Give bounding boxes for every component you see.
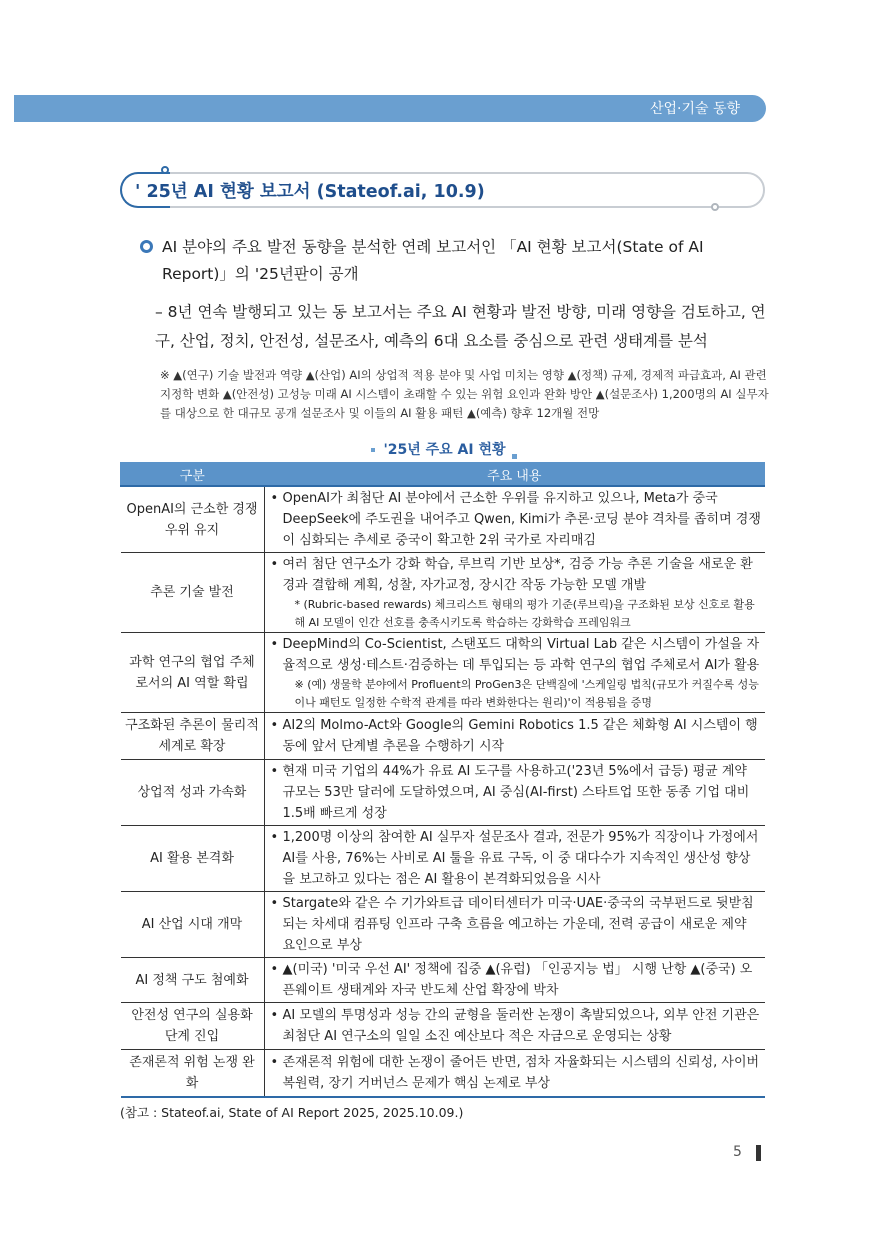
content-item-text: 여러 첨단 연구소가 강화 학습, 루브릭 기반 보상*, 검증 가능 추론 기술을 새로운 환경과 결합해 계획, 성찰, 자가교정, 장시간 작동 가능한 모델 개발 [282, 557, 753, 593]
row-category: 구조화된 추론이 물리적 세계로 확장 [121, 713, 265, 760]
bullet-dot-icon: • [270, 637, 279, 652]
table-row [121, 486, 765, 553]
square-bullet-icon [512, 454, 517, 459]
row-category: AI 정책 구도 첨예화 [121, 958, 265, 1003]
content-item [271, 554, 763, 596]
content-item-text: ▲(미국) '미국 우선 AI' 정책에 집중 ▲(유럽) 「인공지능 법」 시행 난항 ▲(중국) 오픈웨이트 생태계와 자국 반도체 산업 확장에 박차 [282, 962, 753, 998]
row-content [264, 760, 765, 826]
content-item-text: AI2의 Molmo-Act와 Google의 Gemini Robotics 1.5 같은 체화형 AI 시스템이 행동에 앞서 단계별 추론을 수행하기 시작 [282, 718, 758, 754]
content-item-text: 존재론적 위험에 대한 논쟁이 줄어든 반면, 점차 자율화되는 시스템의 신뢰성, 사이버 복원력, 장기 거버넌스 문제가 핵심 논제로 부상 [282, 1055, 760, 1091]
bullet-dot-icon: • [270, 557, 279, 572]
content-item-text: Stargate와 같은 수 기가와트급 데이터센터가 미국·UAE·중국의 국부펀드로 뒷받침되는 차세대 컴퓨팅 인프라 구축 흐름을 예고하는 가운데, 전력 공급이 새로운 제약 요인으로 부상 [282, 896, 754, 953]
table-row [121, 1003, 765, 1050]
content-item [271, 1052, 763, 1094]
content-item-text: 1,200명 이상의 참여한 AI 실무자 설문조사 결과, 전문가 95%가 직장이나 가정에서 AI를 사용, 76%는 사비로 AI 툴을 유료 구독, 이 중 대다수가 지속적인 생산성 향상을 보고하고 있다는 점은 AI 활용이 본격화되었음을 시사 [282, 830, 759, 887]
content-item-text: DeepMind의 Co-Scientist, 스탠포드 대학의 Virtual Lab 같은 시스템이 가설을 자율적으로 생성·테스트·검증하는 데 투입되는 등 과학 연구의 협업 주체로서 AI가 활용 [282, 637, 760, 673]
table-row [121, 553, 765, 633]
row-content [264, 1003, 765, 1050]
row-footnote: ※ (예) 생물학 분야에서 Profluent의 ProGen3은 단백질에 '스케일링 법칙(규모가 커질수록 성능이나 패턴도 일정한 수학적 관계를 따라 변화한다는 원리)'이 적용됨을 증명 [294, 678, 759, 709]
content-item-text: OpenAI가 최첨단 AI 분야에서 근소한 우위를 유지하고 있으나, Meta가 중국 DeepSeek에 주도권을 내어주고 Qwen, Kimi가 추론·코딩 분야 격차를 좁히며 경쟁이 심화되는 추세로 중국이 확고한 2위 국가로 자리매김 [282, 491, 761, 548]
intro-sub-text: – 8년 연속 발행되고 있는 동 보고서는 주요 AI 현황과 발전 방향, 미래 영향을 검토하고, 연구, 산업, 정치, 안전성, 설문조사, 예측의 6대 요소를 중심으로 관련 생태계를 분석 [155, 303, 766, 350]
section-label: 산업·기술 동향 [649, 101, 740, 117]
row-content [264, 892, 765, 958]
row-category: AI 활용 본격화 [121, 826, 265, 892]
bullet-dot-icon: • [270, 962, 279, 977]
title-dot-icon [161, 166, 169, 174]
row-category: AI 산업 시대 개막 [121, 892, 265, 958]
bullet-dot-icon: • [270, 830, 279, 845]
row-category: OpenAI의 근소한 경쟁우위 유지 [121, 486, 265, 553]
bullet-dot-icon: • [270, 718, 279, 733]
bullet-dot-icon: • [270, 764, 279, 779]
bullet-dot-icon: • [270, 1008, 279, 1023]
table-row [121, 633, 765, 713]
row-category: 상업적 성과 가속화 [121, 760, 265, 826]
content-item [271, 488, 763, 551]
row-content [264, 553, 765, 633]
title-dot-icon [711, 203, 719, 211]
table-title-text: '25년 주요 AI 현황 [383, 442, 506, 458]
table-row [121, 826, 765, 892]
row-category: 안전성 연구의 실용화 단계 진입 [121, 1003, 265, 1050]
row-category: 존재론적 위험 논쟁 완화 [121, 1050, 265, 1098]
summary-table [120, 462, 765, 1098]
table-header-row [121, 463, 765, 487]
source-note: (참고 : Stateof.ai, State of AI Report 2025, 2025.10.09.) [120, 1105, 464, 1120]
bullet-dot-icon: • [270, 896, 279, 911]
content-item [271, 634, 763, 676]
table-row [121, 1050, 765, 1098]
content-item [271, 959, 763, 1001]
circle-bullet-icon [140, 240, 153, 253]
row-content [264, 633, 765, 713]
content-item [271, 893, 763, 956]
table-row [121, 892, 765, 958]
page-title: ' 25년 AI 현황 보고서 (Stateof.ai, 10.9) [135, 182, 485, 202]
row-content [264, 1050, 765, 1098]
header-content: 주요 내용 [264, 463, 765, 487]
header-category: 구분 [121, 463, 265, 487]
content-item [271, 715, 763, 757]
row-category: 추론 기술 발전 [121, 553, 265, 633]
table-body [121, 486, 765, 1097]
content-item-text: AI 모델의 투명성과 성능 간의 균형을 둘러싼 논쟁이 촉발되었으나, 외부 안전 기관은 최첨단 AI 연구소의 일일 소진 예산보다 적은 자금으로 운영되는 상황 [282, 1008, 760, 1044]
row-content [264, 713, 765, 760]
content-item [271, 761, 763, 824]
row-content [264, 826, 765, 892]
bullet-dot-icon: • [270, 491, 279, 506]
bullet-dot-icon: • [270, 1055, 279, 1070]
intro-note-text: ※ ▲(연구) 기술 발전과 역량 ▲(산업) AI의 상업적 적용 분야 및 사업 미치는 영향 ▲(정책) 규제, 경제적 파급효과, AI 관련 지정학 변화 ▲(안전성) 고성능 미래 AI 시스템이 초래할 수 있는 위험 요인과 완화 방안 ▲(설문조사) 1,200명의 AI 실무자를 대상으로 한 대규모 공개 설문조사 및 이들의 AI 활용 패턴 ▲(예측) 향후 12개월 전망 [160, 368, 769, 420]
row-footnote: * (Rubric-based rewards) 체크리스트 형태의 평가 기준(루브릭)을 구조화된 보상 신호로 활용해 AI 모델이 인간 선호를 충족시키도록 학습하는 강화학습 프레임워크 [294, 598, 755, 629]
page-marker [756, 1145, 761, 1161]
square-bullet-icon [371, 448, 375, 452]
table-row [121, 958, 765, 1003]
row-content [264, 958, 765, 1003]
table-row [121, 713, 765, 760]
content-item [271, 1005, 763, 1047]
row-content [264, 486, 765, 553]
content-item [271, 827, 763, 890]
table-title [0, 439, 888, 459]
intro-main-text: AI 분야의 주요 발전 동향을 분석한 연례 보고서인 「AI 현황 보고서(State of AI Report)」의 '25년판이 공개 [162, 238, 704, 283]
table-row [121, 760, 765, 826]
section-header-bar [14, 95, 766, 122]
page-number: 5 [733, 1144, 742, 1160]
content-item-text: 현재 미국 기업의 44%가 유료 AI 도구를 사용하고('23년 5%에서 급등) 평균 계약 규모는 53만 달러에 도달하였으며, AI 중심(AI-first) 스타트업 또한 동종 기업 대비 1.5배 빠르게 성장 [282, 764, 750, 821]
row-category: 과학 연구의 협업 주체로서의 AI 역할 확립 [121, 633, 265, 713]
